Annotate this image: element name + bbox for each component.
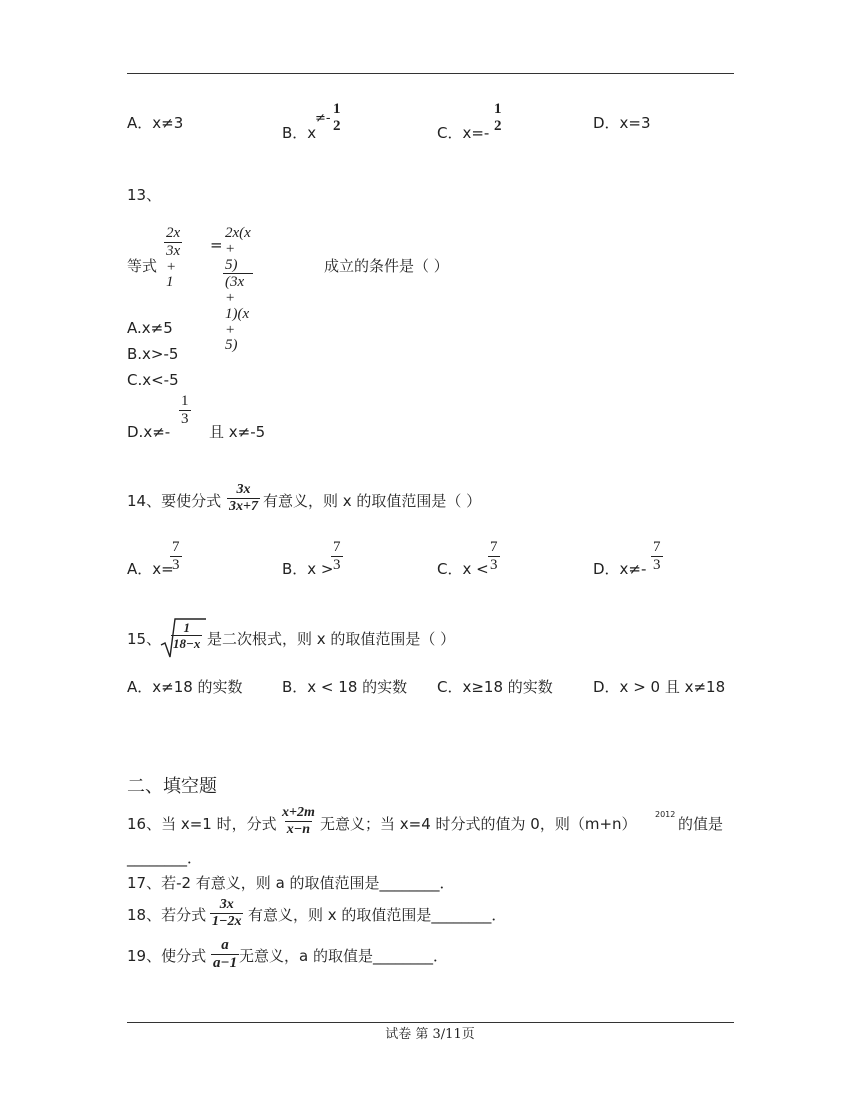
q15-rad-den: 18−x (173, 635, 201, 651)
q13-rhs-den: (3x + 1)(x + 5) (223, 273, 253, 354)
q19-num: a (221, 937, 229, 953)
q14-d-den: 3 (653, 556, 661, 573)
q15-rad-num: 1 (183, 620, 190, 635)
q15-option-d: D．x > 0 且 x≠18 (593, 678, 726, 696)
q15-radicand-fraction (171, 621, 202, 650)
q12-option-b-label: B．x (282, 124, 317, 142)
q13-d-suffix: 且 x≠-5 (209, 423, 266, 441)
q14-d-num: 7 (653, 539, 661, 555)
q18-fraction (210, 898, 243, 929)
section-title: 二、填空题 (127, 776, 217, 797)
q14-d-fraction (651, 540, 663, 574)
q16-middle: 无意义；当 x=4 时分式的值为 0，则（m+n） (320, 815, 637, 833)
q14-a-fraction (170, 540, 182, 574)
q13-option-c: C.x<-5 (127, 371, 179, 389)
q13-d-den: 3 (181, 410, 189, 427)
q14-den: 3x+7 (229, 498, 258, 514)
q14-a-label: A．x= (127, 560, 174, 578)
q13-rhs-fraction (223, 226, 253, 354)
q18-suffix: 有意义，则 x 的取值范围是________． (248, 906, 507, 924)
q13-option-b: B.x>-5 (127, 345, 179, 363)
q14-a-den: 3 (172, 556, 180, 573)
q14-c-num: 7 (490, 539, 498, 555)
q13-d-num: 1 (181, 393, 189, 409)
q12-option-b-sign: ≠- (315, 111, 331, 126)
page-footer: 试卷 第 3/11页 (385, 1027, 475, 1042)
q12-option-a: A．x≠3 (127, 114, 184, 132)
q14-suffix: 有意义，则 x 的取值范围是（ ） (263, 492, 482, 510)
q13-suffix: 成立的条件是（ ） (324, 257, 449, 275)
q16-den: x−n (286, 821, 311, 837)
q16-num: x+2m (282, 805, 315, 820)
q15-option-b: B．x < 18 的实数 (282, 678, 408, 696)
q13-option-a: A.x≠5 (127, 319, 173, 337)
q17-text: 17、若-2 有意义，则 a 的取值范围是________． (127, 874, 455, 892)
q12-option-c-label: C．x=- (437, 124, 490, 142)
q16-prefix: 16、当 x=1 时，分式 (127, 815, 277, 833)
q14-d-label: D．x≠- (593, 560, 647, 578)
q12-b-den: 2 (333, 117, 341, 134)
q15-option-c: C．x≥18 的实数 (437, 678, 553, 696)
q13-equals: = (210, 236, 223, 254)
q18-num: 3x (219, 897, 234, 912)
q13-lhs-num: 2x (166, 225, 181, 241)
q14-prefix: 14、要使分式 (127, 492, 222, 510)
q18-prefix: 18、若分式 (127, 906, 207, 924)
q14-fraction (227, 483, 260, 514)
q13-lhs-fraction (164, 226, 182, 291)
q16-blank[interactable]: ________． (127, 849, 203, 867)
q14-b-label: B．x > (282, 560, 334, 578)
bottom-rule (127, 1022, 734, 1023)
q14-b-fraction (331, 540, 343, 574)
q12-option-d: D．x=3 (593, 114, 651, 132)
q13-d-fraction (179, 394, 191, 428)
q12-b-num: 1 (333, 101, 341, 117)
q14-b-num: 7 (333, 539, 341, 555)
q19-den: a−1 (213, 954, 238, 971)
q16-fraction (280, 806, 317, 837)
q16-exponent: 2012 (655, 810, 676, 819)
q14-c-fraction (488, 540, 500, 574)
q14-b-den: 3 (333, 556, 341, 573)
q12-c-num: 1 (494, 101, 502, 117)
q12-option-c-fraction (492, 102, 504, 135)
q14-c-den: 3 (490, 556, 498, 573)
q19-fraction (211, 938, 239, 972)
q13-prefix: 等式 (127, 257, 158, 275)
q15-option-a: A．x≠18 的实数 (127, 678, 243, 696)
q12-c-den: 2 (494, 117, 502, 134)
q13-number: 13、 (127, 186, 162, 204)
q15-suffix: 是二次根式，则 x 的取值范围是（ ） (207, 630, 456, 648)
q14-c-label: C．x < (437, 560, 489, 578)
top-rule (127, 73, 734, 74)
q12-option-b-fraction (331, 102, 343, 135)
q13-rhs-num: 2x(x + 5) (225, 225, 251, 273)
q19-prefix: 19、使分式 (127, 947, 207, 965)
q14-num: 3x (236, 482, 251, 497)
q15-prefix: 15、 (127, 630, 162, 648)
q13-lhs-den: 3x + 1 (166, 242, 181, 291)
q18-den: 1−2x (212, 913, 242, 929)
q19-suffix: 无意义，a 的取值是________． (239, 947, 448, 965)
q13-d-prefix: D.x≠- (127, 423, 171, 441)
q14-a-num: 7 (172, 539, 180, 555)
q16-suffix: 的值是 (678, 815, 724, 833)
